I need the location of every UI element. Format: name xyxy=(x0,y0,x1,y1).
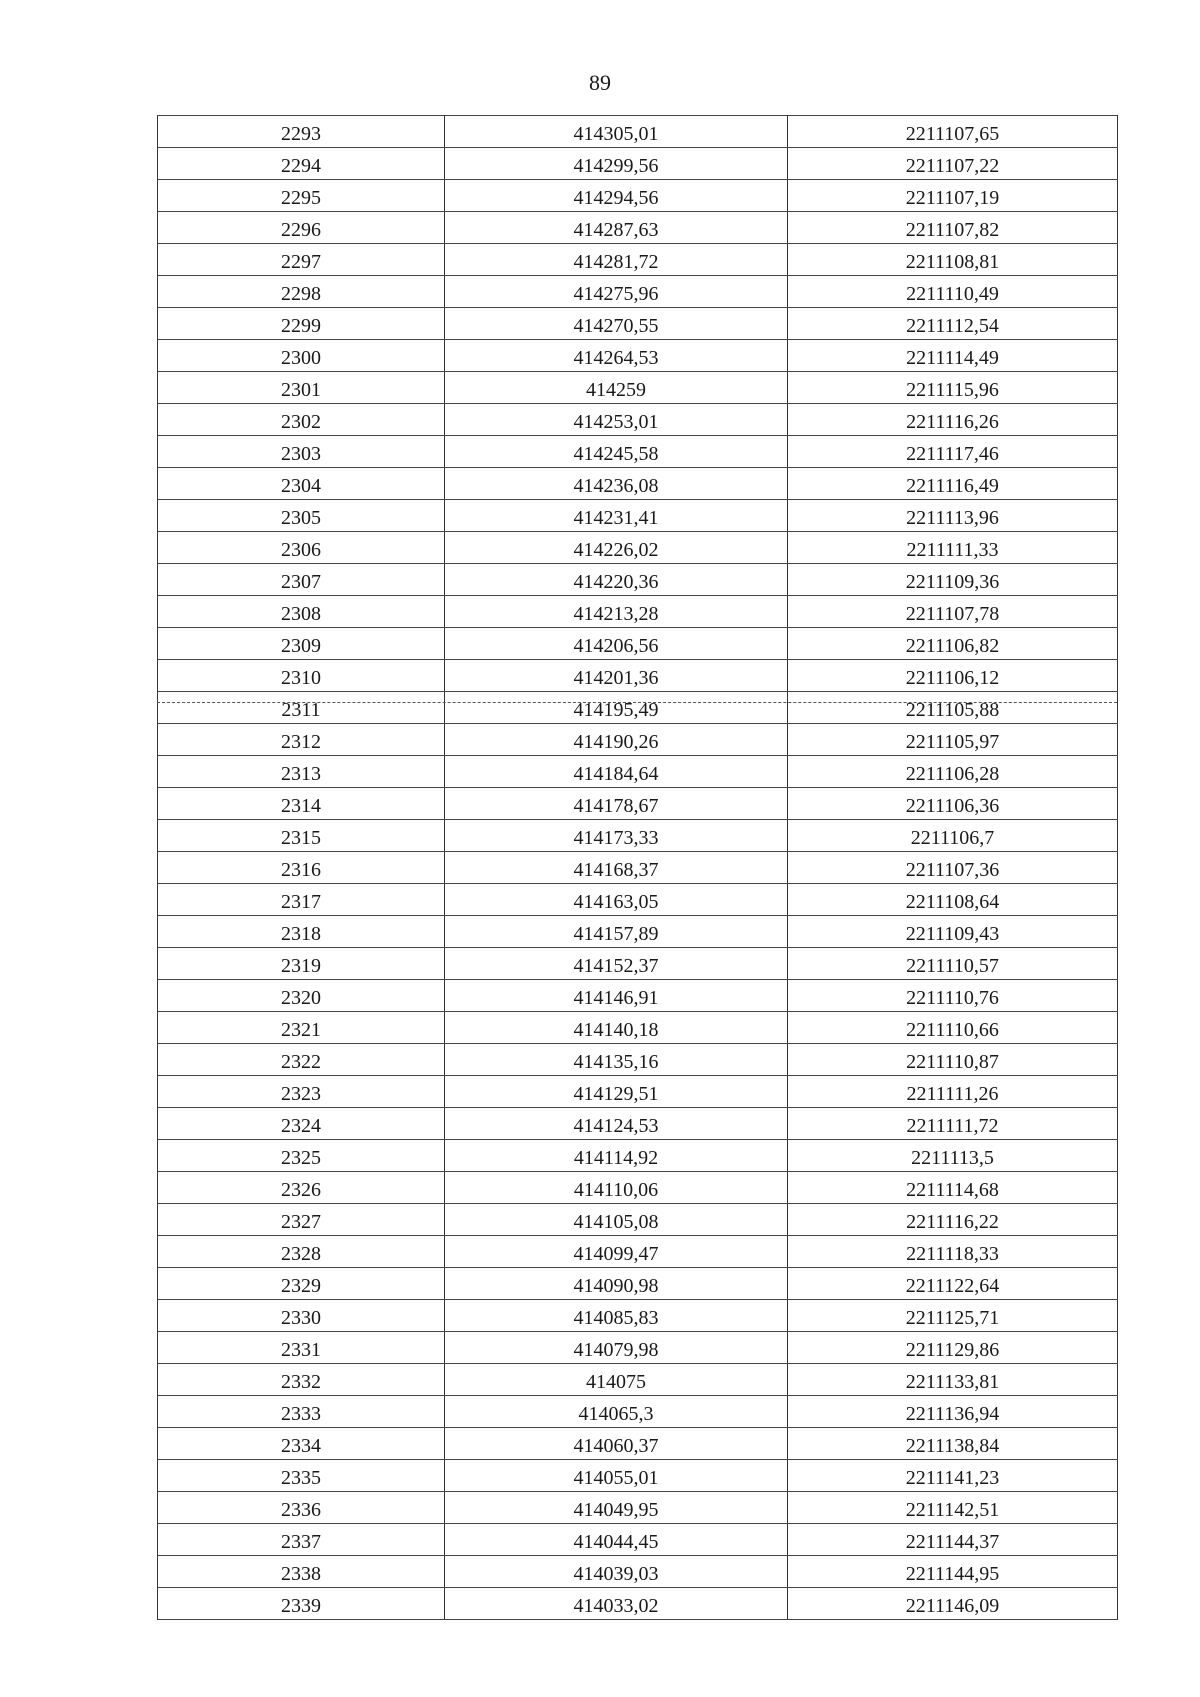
x-coordinate-cell: 414049,95 xyxy=(445,1492,788,1524)
table-row xyxy=(158,244,1118,276)
table-row xyxy=(158,1332,1118,1364)
x-coordinate-cell: 414110,06 xyxy=(445,1172,788,1204)
table-row xyxy=(158,564,1118,596)
table-row xyxy=(158,1236,1118,1268)
table-row xyxy=(158,1140,1118,1172)
x-coordinate-cell: 414206,56 xyxy=(445,628,788,660)
y-coordinate-cell: 2211106,36 xyxy=(788,788,1118,820)
y-coordinate-cell: 2211113,5 xyxy=(788,1140,1118,1172)
point-number-cell: 2306 xyxy=(158,532,445,564)
y-coordinate-cell: 2211141,23 xyxy=(788,1460,1118,1492)
x-coordinate-cell: 414190,26 xyxy=(445,724,788,756)
point-number-cell: 2303 xyxy=(158,436,445,468)
point-number-cell: 2307 xyxy=(158,564,445,596)
table-row xyxy=(158,276,1118,308)
table-row xyxy=(158,372,1118,404)
point-number-cell: 2295 xyxy=(158,180,445,212)
x-coordinate-cell: 414299,56 xyxy=(445,148,788,180)
y-coordinate-cell: 2211111,26 xyxy=(788,1076,1118,1108)
point-number-cell: 2299 xyxy=(158,308,445,340)
x-coordinate-cell: 414173,33 xyxy=(445,820,788,852)
x-coordinate-cell: 414270,55 xyxy=(445,308,788,340)
y-coordinate-cell: 2211107,36 xyxy=(788,852,1118,884)
y-coordinate-cell: 2211115,96 xyxy=(788,372,1118,404)
x-coordinate-cell: 414259 xyxy=(445,372,788,404)
table-row xyxy=(158,308,1118,340)
table-row xyxy=(158,212,1118,244)
x-coordinate-cell: 414264,53 xyxy=(445,340,788,372)
table-row xyxy=(158,948,1118,980)
x-coordinate-cell: 414281,72 xyxy=(445,244,788,276)
table-row xyxy=(158,180,1118,212)
y-coordinate-cell: 2211107,82 xyxy=(788,212,1118,244)
point-number-cell: 2305 xyxy=(158,500,445,532)
coordinates-table xyxy=(157,115,1118,1620)
x-coordinate-cell: 414195,49 xyxy=(445,692,788,724)
table-row xyxy=(158,724,1118,756)
x-coordinate-cell: 414105,08 xyxy=(445,1204,788,1236)
page-number: 89 xyxy=(589,70,611,95)
table-row xyxy=(158,1556,1118,1588)
point-number-cell: 2314 xyxy=(158,788,445,820)
point-number-cell: 2326 xyxy=(158,1172,445,1204)
table-row xyxy=(158,1044,1118,1076)
y-coordinate-cell: 2211107,19 xyxy=(788,180,1118,212)
point-number-cell: 2332 xyxy=(158,1364,445,1396)
y-coordinate-cell: 2211110,66 xyxy=(788,1012,1118,1044)
table-row xyxy=(158,1204,1118,1236)
point-number-cell: 2300 xyxy=(158,340,445,372)
y-coordinate-cell: 2211107,78 xyxy=(788,596,1118,628)
point-number-cell: 2331 xyxy=(158,1332,445,1364)
y-coordinate-cell: 2211136,94 xyxy=(788,1396,1118,1428)
table-row xyxy=(158,340,1118,372)
y-coordinate-cell: 2211106,28 xyxy=(788,756,1118,788)
y-coordinate-cell: 2211113,96 xyxy=(788,500,1118,532)
y-coordinate-cell: 2211122,64 xyxy=(788,1268,1118,1300)
x-coordinate-cell: 414114,92 xyxy=(445,1140,788,1172)
y-coordinate-cell: 2211116,49 xyxy=(788,468,1118,500)
y-coordinate-cell: 2211117,46 xyxy=(788,436,1118,468)
point-number-cell: 2337 xyxy=(158,1524,445,1556)
x-coordinate-cell: 414135,16 xyxy=(445,1044,788,1076)
y-coordinate-cell: 2211107,22 xyxy=(788,148,1118,180)
x-coordinate-cell: 414275,96 xyxy=(445,276,788,308)
table-row xyxy=(158,692,1118,724)
y-coordinate-cell: 2211108,81 xyxy=(788,244,1118,276)
x-coordinate-cell: 414146,91 xyxy=(445,980,788,1012)
y-coordinate-cell: 2211114,68 xyxy=(788,1172,1118,1204)
x-coordinate-cell: 414044,45 xyxy=(445,1524,788,1556)
point-number-cell: 2321 xyxy=(158,1012,445,1044)
y-coordinate-cell: 2211106,7 xyxy=(788,820,1118,852)
x-coordinate-cell: 414163,05 xyxy=(445,884,788,916)
table-row xyxy=(158,1108,1118,1140)
y-coordinate-cell: 2211105,97 xyxy=(788,724,1118,756)
point-number-cell: 2339 xyxy=(158,1588,445,1620)
table-row xyxy=(158,500,1118,532)
x-coordinate-cell: 414079,98 xyxy=(445,1332,788,1364)
table-row xyxy=(158,1396,1118,1428)
table-row xyxy=(158,1428,1118,1460)
point-number-cell: 2313 xyxy=(158,756,445,788)
x-coordinate-cell: 414287,63 xyxy=(445,212,788,244)
point-number-cell: 2330 xyxy=(158,1300,445,1332)
x-coordinate-cell: 414090,98 xyxy=(445,1268,788,1300)
table-row xyxy=(158,404,1118,436)
x-coordinate-cell: 414157,89 xyxy=(445,916,788,948)
x-coordinate-cell: 414178,67 xyxy=(445,788,788,820)
x-coordinate-cell: 414124,53 xyxy=(445,1108,788,1140)
point-number-cell: 2294 xyxy=(158,148,445,180)
x-coordinate-cell: 414129,51 xyxy=(445,1076,788,1108)
point-number-cell: 2323 xyxy=(158,1076,445,1108)
y-coordinate-cell: 2211109,36 xyxy=(788,564,1118,596)
point-number-cell: 2312 xyxy=(158,724,445,756)
x-coordinate-cell: 414060,37 xyxy=(445,1428,788,1460)
point-number-cell: 2335 xyxy=(158,1460,445,1492)
y-coordinate-cell: 2211105,88 xyxy=(788,692,1118,724)
x-coordinate-cell: 414226,02 xyxy=(445,532,788,564)
point-number-cell: 2333 xyxy=(158,1396,445,1428)
table-row xyxy=(158,1588,1118,1620)
table-row xyxy=(158,1012,1118,1044)
y-coordinate-cell: 2211125,71 xyxy=(788,1300,1118,1332)
table-row xyxy=(158,980,1118,1012)
point-number-cell: 2296 xyxy=(158,212,445,244)
point-number-cell: 2318 xyxy=(158,916,445,948)
table-row xyxy=(158,756,1118,788)
y-coordinate-cell: 2211112,54 xyxy=(788,308,1118,340)
table-row xyxy=(158,436,1118,468)
table-row xyxy=(158,884,1118,916)
x-coordinate-cell: 414099,47 xyxy=(445,1236,788,1268)
table-row xyxy=(158,1524,1118,1556)
table-row xyxy=(158,1492,1118,1524)
x-coordinate-cell: 414055,01 xyxy=(445,1460,788,1492)
point-number-cell: 2297 xyxy=(158,244,445,276)
table-body xyxy=(158,116,1118,1620)
table-row xyxy=(158,1300,1118,1332)
table-row xyxy=(158,148,1118,180)
x-coordinate-cell: 414253,01 xyxy=(445,404,788,436)
x-coordinate-cell: 414245,58 xyxy=(445,436,788,468)
y-coordinate-cell: 2211118,33 xyxy=(788,1236,1118,1268)
y-coordinate-cell: 2211109,43 xyxy=(788,916,1118,948)
x-coordinate-cell: 414075 xyxy=(445,1364,788,1396)
y-coordinate-cell: 2211144,95 xyxy=(788,1556,1118,1588)
y-coordinate-cell: 2211110,87 xyxy=(788,1044,1118,1076)
point-number-cell: 2320 xyxy=(158,980,445,1012)
point-number-cell: 2329 xyxy=(158,1268,445,1300)
table-row xyxy=(158,628,1118,660)
y-coordinate-cell: 2211110,76 xyxy=(788,980,1118,1012)
point-number-cell: 2302 xyxy=(158,404,445,436)
y-coordinate-cell: 2211146,09 xyxy=(788,1588,1118,1620)
x-coordinate-cell: 414184,64 xyxy=(445,756,788,788)
x-coordinate-cell: 414213,28 xyxy=(445,596,788,628)
y-coordinate-cell: 2211116,22 xyxy=(788,1204,1118,1236)
table-row xyxy=(158,660,1118,692)
x-coordinate-cell: 414152,37 xyxy=(445,948,788,980)
x-coordinate-cell: 414168,37 xyxy=(445,852,788,884)
x-coordinate-cell: 414065,3 xyxy=(445,1396,788,1428)
y-coordinate-cell: 2211144,37 xyxy=(788,1524,1118,1556)
x-coordinate-cell: 414085,83 xyxy=(445,1300,788,1332)
point-number-cell: 2325 xyxy=(158,1140,445,1172)
table-row xyxy=(158,596,1118,628)
y-coordinate-cell: 2211111,72 xyxy=(788,1108,1118,1140)
point-number-cell: 2301 xyxy=(158,372,445,404)
point-number-cell: 2324 xyxy=(158,1108,445,1140)
table-row xyxy=(158,532,1118,564)
dashed-divider xyxy=(157,702,1117,703)
point-number-cell: 2308 xyxy=(158,596,445,628)
table-row xyxy=(158,468,1118,500)
table-row xyxy=(158,1076,1118,1108)
point-number-cell: 2328 xyxy=(158,1236,445,1268)
y-coordinate-cell: 2211142,51 xyxy=(788,1492,1118,1524)
x-coordinate-cell: 414039,03 xyxy=(445,1556,788,1588)
x-coordinate-cell: 414033,02 xyxy=(445,1588,788,1620)
y-coordinate-cell: 2211129,86 xyxy=(788,1332,1118,1364)
point-number-cell: 2316 xyxy=(158,852,445,884)
point-number-cell: 2319 xyxy=(158,948,445,980)
x-coordinate-cell: 414231,41 xyxy=(445,500,788,532)
table-row xyxy=(158,1172,1118,1204)
table-row xyxy=(158,116,1118,148)
x-coordinate-cell: 414201,36 xyxy=(445,660,788,692)
y-coordinate-cell: 2211133,81 xyxy=(788,1364,1118,1396)
point-number-cell: 2315 xyxy=(158,820,445,852)
point-number-cell: 2304 xyxy=(158,468,445,500)
y-coordinate-cell: 2211106,82 xyxy=(788,628,1118,660)
y-coordinate-cell: 2211108,64 xyxy=(788,884,1118,916)
y-coordinate-cell: 2211110,49 xyxy=(788,276,1118,308)
table-row xyxy=(158,916,1118,948)
y-coordinate-cell: 2211111,33 xyxy=(788,532,1118,564)
point-number-cell: 2298 xyxy=(158,276,445,308)
y-coordinate-cell: 2211116,26 xyxy=(788,404,1118,436)
table-row xyxy=(158,1460,1118,1492)
x-coordinate-cell: 414236,08 xyxy=(445,468,788,500)
point-number-cell: 2293 xyxy=(158,116,445,148)
point-number-cell: 2309 xyxy=(158,628,445,660)
x-coordinate-cell: 414305,01 xyxy=(445,116,788,148)
point-number-cell: 2336 xyxy=(158,1492,445,1524)
point-number-cell: 2322 xyxy=(158,1044,445,1076)
y-coordinate-cell: 2211106,12 xyxy=(788,660,1118,692)
point-number-cell: 2327 xyxy=(158,1204,445,1236)
table-row xyxy=(158,1364,1118,1396)
x-coordinate-cell: 414220,36 xyxy=(445,564,788,596)
table-row xyxy=(158,788,1118,820)
y-coordinate-cell: 2211110,57 xyxy=(788,948,1118,980)
point-number-cell: 2310 xyxy=(158,660,445,692)
point-number-cell: 2338 xyxy=(158,1556,445,1588)
table-row xyxy=(158,852,1118,884)
point-number-cell: 2334 xyxy=(158,1428,445,1460)
point-number-cell: 2317 xyxy=(158,884,445,916)
x-coordinate-cell: 414294,56 xyxy=(445,180,788,212)
point-number-cell: 2311 xyxy=(158,692,445,724)
y-coordinate-cell: 2211114,49 xyxy=(788,340,1118,372)
y-coordinate-cell: 2211107,65 xyxy=(788,116,1118,148)
table-row xyxy=(158,1268,1118,1300)
x-coordinate-cell: 414140,18 xyxy=(445,1012,788,1044)
y-coordinate-cell: 2211138,84 xyxy=(788,1428,1118,1460)
table-row xyxy=(158,820,1118,852)
